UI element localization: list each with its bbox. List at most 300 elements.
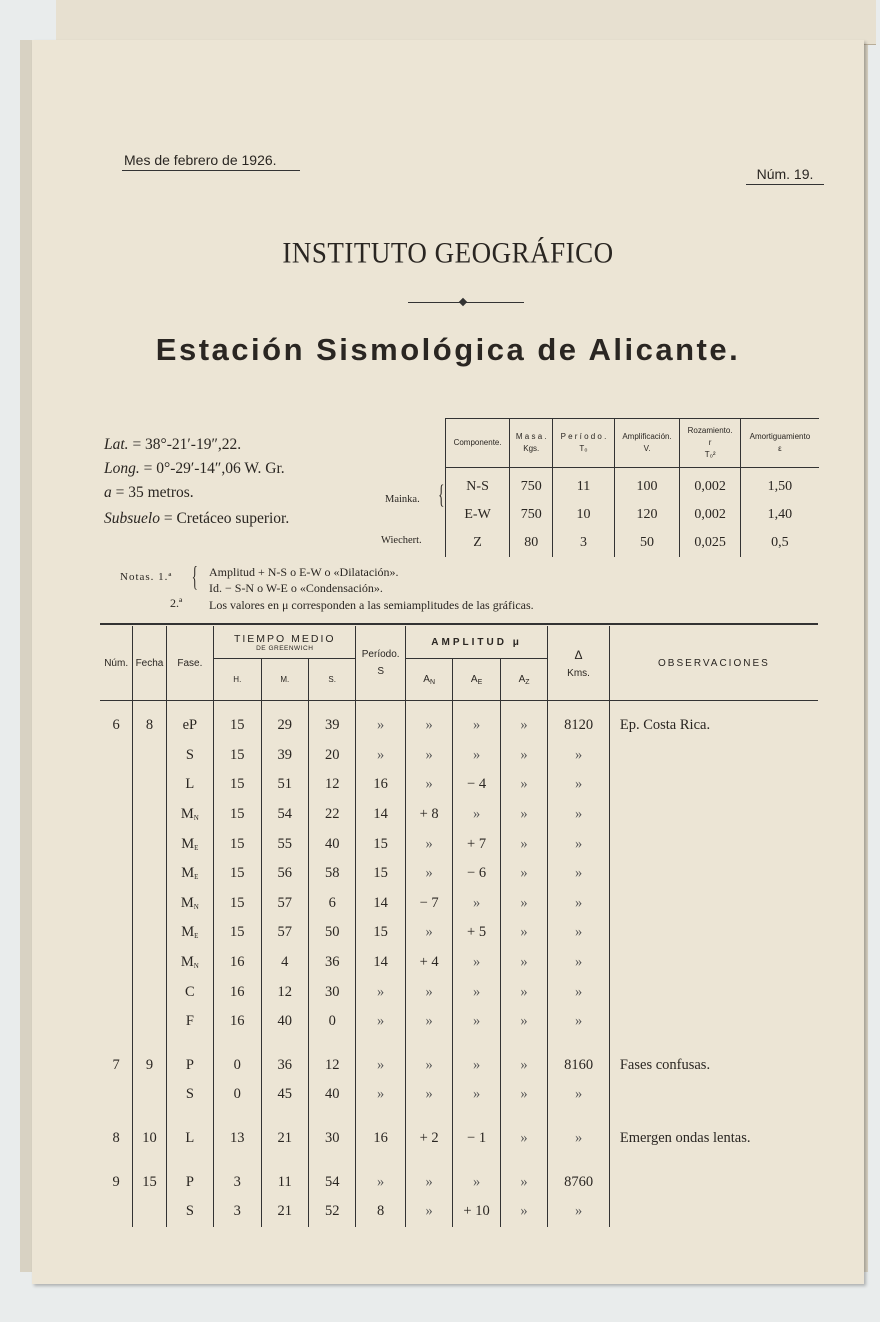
cell-h: 15 [214,918,261,948]
cell-s [308,1153,355,1167]
cell-az: » [500,977,547,1007]
cell-m [261,1110,308,1124]
cell-an: + 2 [405,1124,452,1154]
table-row [100,1080,818,1110]
cell-an: » [405,1080,452,1110]
cell-an: » [405,701,452,741]
cell-an: » [405,977,452,1007]
table-row [100,1007,818,1037]
table-row [100,800,818,830]
previous-page-edge [56,0,876,45]
cell-per: 14 [356,889,405,919]
cell-m: 57 [261,889,308,919]
cell-fecha: 8 [133,701,166,741]
cell-delta: » [548,889,610,919]
cell-an [405,1110,452,1124]
instrument-header-line: Amplificación. [622,432,672,441]
cell-an [405,1037,452,1051]
cell-num [100,1007,133,1037]
cell-ae: − 6 [453,859,500,889]
cell-obs [609,829,818,859]
col-ae: $A_E$ [453,659,500,701]
cell-obs [609,1110,818,1124]
cell-num [100,1153,133,1167]
cell-fecha [133,1080,166,1110]
cell-fecha [133,889,166,919]
cell-m: 39 [261,741,308,771]
cell-delta: » [548,859,610,889]
cell-m: 56 [261,859,308,889]
cell-delta [548,1110,610,1124]
table-gap-row [100,1110,818,1124]
cell-ae: + 7 [453,829,500,859]
cell-per: 16 [356,1124,405,1154]
mainka-brace: { [438,480,445,509]
notes-label: Notas. 1.ª [120,571,173,583]
cell-ae: + 10 [453,1197,500,1227]
instrument-cell: 1,50 [740,468,819,502]
cell-az: » [500,1080,547,1110]
cell-num [100,918,133,948]
fase-label: L [185,1130,195,1147]
cell-s [308,1037,355,1051]
fase-subscript: E [194,873,199,882]
cell-s: 36 [308,948,355,978]
cell-h: 3 [214,1197,261,1227]
table-row [100,948,818,978]
cell-an [405,1153,452,1167]
cell-per: » [356,741,405,771]
cell-delta: » [548,948,610,978]
cell-h: 15 [214,829,261,859]
cell-az: » [500,1007,547,1037]
instrument-cell: 120 [614,501,680,529]
cell-ae: » [453,1080,500,1110]
cell-fecha: 9 [133,1051,166,1081]
cell-az: » [500,741,547,771]
wiechert-label: Wiechert. [381,535,422,546]
cell-ae: » [453,889,500,919]
instrument-row [446,468,820,502]
cell-az: » [500,889,547,919]
cell-ae: − 1 [453,1124,500,1154]
cell-m: 12 [261,977,308,1007]
instrument-header-line: Componente. [453,438,502,447]
cell-h: 15 [214,889,261,919]
cell-az: » [500,701,547,741]
instrument-header-line: r [708,438,712,447]
cell-num: 8 [112,1130,120,1147]
cell-fase [166,1007,213,1037]
cell-az [500,1110,547,1124]
cell-az: » [500,1124,547,1154]
instrument-header-line: T₀² [704,450,716,459]
cell-num: 6 [112,717,120,734]
cell-m: 54 [261,800,308,830]
cell-fecha [133,1197,166,1227]
table-row [100,829,818,859]
cell-per: » [356,1051,405,1081]
cell-per: » [356,1007,405,1037]
cell-fase [166,1037,213,1051]
cell-num [100,1110,133,1124]
cell-m: 29 [261,701,308,741]
cell-num [100,829,133,859]
fase-label: S [185,1086,194,1103]
cell-s: 20 [308,741,355,771]
col-az: $A_Z$ [500,659,547,701]
cell-s: 22 [308,800,355,830]
cell-h: 13 [214,1124,261,1154]
instrument-header-5 [740,419,819,468]
cell-obs [609,1007,818,1037]
note-1-line-1: Amplitud + N-S o E-W o «Dilatación». [209,565,399,579]
cell-az: » [500,1051,547,1081]
subsoil: Subsuelo = Cretáceo superior. [104,510,290,527]
instrument-cell: N-S [446,468,510,502]
cell-ae: » [453,1007,500,1037]
instrument-cell: 100 [614,468,680,502]
cell-az: » [500,1167,547,1197]
cell-m: 45 [261,1080,308,1110]
cell-ae: − 4 [453,770,500,800]
cell-fase [166,1051,213,1081]
longitude: Long. = 0°-29′-14″,06 W. Gr. [104,460,285,477]
fase-subscript: E [194,843,199,852]
cell-m: 36 [261,1051,308,1081]
table-row [100,859,818,889]
cell-fecha [133,1007,166,1037]
cell-fase [166,977,213,1007]
cell-delta: » [548,1197,610,1227]
cell-s: 54 [308,1167,355,1197]
cell-an: » [405,829,452,859]
table-row [100,1051,818,1081]
instrument-header-4 [680,419,740,468]
cell-s: 40 [308,829,355,859]
cell-s: 58 [308,859,355,889]
month-header: Mes de febrero de 1926. [122,152,300,171]
institute-title: INSTITUTO GEOGRÁFICO [282,236,614,270]
cell-fecha [133,800,166,830]
col-periodo: Período. S [356,626,405,701]
fase-subscript: E [194,932,199,941]
cell-fase [166,800,213,830]
cell-ae: » [453,1051,500,1081]
table-row [100,918,818,948]
cell-fecha [133,829,166,859]
cell-per: 8 [356,1197,405,1227]
cell-h: 16 [214,948,261,978]
cell-fecha [133,859,166,889]
cell-fecha [133,948,166,978]
instrument-header-line: Amortiguamiento [749,432,811,441]
cell-ae: » [453,701,500,741]
cell-az: » [500,800,547,830]
cell-s: 12 [308,1051,355,1081]
instrument-cell: 3 [553,529,614,557]
instrument-cell: 80 [510,529,553,557]
cell-az [500,1037,547,1051]
cell-num: 7 [112,1056,120,1073]
fase-label: M [181,835,195,852]
col-observaciones: OBSERVACIONES [609,626,818,701]
cell-an: » [405,859,452,889]
cell-s: 12 [308,770,355,800]
cell-fase [166,1080,213,1110]
cell-delta: » [548,1080,610,1110]
cell-az: » [500,918,547,948]
table-row [100,977,818,1007]
cell-obs [609,977,818,1007]
cell-per: 14 [356,948,405,978]
cell-delta: » [548,977,610,1007]
cell-ae: » [453,800,500,830]
fase-label: C [185,983,195,1000]
cell-m: 55 [261,829,308,859]
col-amplitud: AMPLITUD μ [405,626,547,659]
cell-fase [166,948,213,978]
instrument-row [446,501,820,529]
cell-per: 15 [356,829,405,859]
instrument-cell: 50 [614,529,680,557]
col-seconds: S. [308,659,355,701]
cell-delta: 8120 [548,701,610,741]
instrument-cell: 750 [510,501,553,529]
instrument-header-0 [446,419,510,468]
cell-delta: 8160 [548,1051,610,1081]
cell-az: » [500,770,547,800]
fase-label: eP [182,717,198,734]
cell-h [214,1037,261,1051]
cell-s: 30 [308,977,355,1007]
cell-ae: » [453,1167,500,1197]
cell-obs [609,1153,818,1167]
cell-obs [609,741,818,771]
table-top-rule [100,623,818,625]
fase-label: M [181,865,195,882]
cell-az: » [500,1197,547,1227]
table-row [100,770,818,800]
cell-fecha [133,918,166,948]
cell-delta: » [548,770,610,800]
cell-delta [548,1037,610,1051]
instrument-cell: 750 [510,468,553,502]
table-gap-row [100,1153,818,1167]
cell-num [100,948,133,978]
cell-fase [166,1124,213,1154]
fase-label: S [185,1203,194,1220]
cell-an: » [405,741,452,771]
cell-az: » [500,948,547,978]
page-number: Núm. 19. [746,166,824,185]
instrument-header-line: M a s a . [515,432,547,441]
cell-obs [609,1080,818,1110]
cell-s: 6 [308,889,355,919]
col-fecha: Fecha [133,626,166,701]
instrument-cell: E-W [446,501,510,529]
instrument-header-line: Kgs. [523,444,540,453]
cell-delta: » [548,1124,610,1154]
cell-obs [609,1197,818,1227]
col-num: Núm. [100,626,133,701]
instrument-header-2 [553,419,614,468]
cell-m: 51 [261,770,308,800]
cell-num [100,800,133,830]
instrument-row [446,529,820,557]
cell-delta: » [548,741,610,771]
cell-fase [166,770,213,800]
fase-label: P [185,1056,194,1073]
cell-s: 39 [308,701,355,741]
cell-s: 0 [308,1007,355,1037]
cell-fecha [133,1153,166,1167]
cell-an: » [405,1167,452,1197]
cell-m: 21 [261,1124,308,1154]
fase-subscript: N [193,902,199,911]
instrument-cell: 11 [553,468,614,502]
cell-delta: » [548,800,610,830]
fase-label: M [181,924,195,941]
cell-obs: Fases confusas. [609,1051,818,1081]
cell-delta: » [548,829,610,859]
cell-obs [609,800,818,830]
cell-delta: » [548,1007,610,1037]
col-delta: Δ Kms. [548,626,610,701]
cell-an: » [405,770,452,800]
instrument-cell: 0,025 [680,529,740,557]
col-hours: H. [214,659,261,701]
cell-az [500,1153,547,1167]
note-2-text: Los valores en μ corresponden a las semiamplitudes de las gráficas. [209,598,534,612]
table-row [100,1167,818,1197]
cell-fecha [133,770,166,800]
cell-s: 50 [308,918,355,948]
cell-h: 15 [214,770,261,800]
cell-fecha: 10 [133,1124,166,1154]
cell-per [356,1037,405,1051]
instrument-cell: Z [446,529,510,557]
fase-subscript: N [193,814,199,823]
cell-obs [609,948,818,978]
cell-an: + 8 [405,800,452,830]
cell-h: 15 [214,800,261,830]
latitude: Lat. = 38°-21′-19″,22. [104,436,242,453]
cell-per: » [356,701,405,741]
cell-delta [548,1153,610,1167]
col-fase: Fase. [166,626,213,701]
table-gap-row [100,1037,818,1051]
cell-m: 57 [261,918,308,948]
cell-h: 3 [214,1167,261,1197]
cell-fase [166,859,213,889]
instrument-cell: 0,5 [740,529,819,557]
cell-num [100,859,133,889]
cell-per [356,1110,405,1124]
cell-per: » [356,1080,405,1110]
instrument-cell: 0,002 [680,501,740,529]
table-row [100,701,818,741]
cell-s [308,1110,355,1124]
table-row [100,1197,818,1227]
cell-num [100,1080,133,1110]
cell-fase [166,1110,213,1124]
cell-fecha [133,1037,166,1051]
cell-ae [453,1037,500,1051]
cell-ae [453,1153,500,1167]
cell-delta: 8760 [548,1167,610,1197]
cell-h: 16 [214,1007,261,1037]
cell-obs [609,918,818,948]
cell-fase [166,1167,213,1197]
cell-fecha [133,977,166,1007]
cell-an: » [405,1197,452,1227]
col-minutes: M. [261,659,308,701]
cell-h: 15 [214,701,261,741]
col-tiempo: TIEMPO MEDIO DE GREENWICH [214,626,356,659]
cell-num [100,741,133,771]
cell-num [100,1037,133,1051]
cell-per: » [356,1167,405,1197]
table-row [100,889,818,919]
instrument-header-line: T₀ [579,444,588,453]
cell-per [356,1153,405,1167]
notes-brace: { [191,562,198,593]
cell-h [214,1110,261,1124]
cell-num: 9 [112,1173,120,1190]
cell-fase [166,701,213,741]
table-row [100,1124,818,1154]
cell-per: 16 [356,770,405,800]
cell-fecha: 15 [133,1167,166,1197]
seismic-records-table [100,626,818,1227]
instrument-header-line: Rozamiento. [687,426,733,435]
cell-fase [166,1153,213,1167]
cell-per: 15 [356,918,405,948]
fase-subscript: N [193,962,199,971]
cell-per: » [356,977,405,1007]
cell-an: + 4 [405,948,452,978]
cell-h: 15 [214,859,261,889]
note-1-line-2: Id. − S-N o W-E o «Condensación». [209,581,383,595]
cell-num [100,770,133,800]
cell-az: » [500,859,547,889]
instrument-header-line: V. [643,444,651,453]
instrument-header-line: ε [778,444,782,453]
fase-label: M [180,894,194,911]
cell-num [100,889,133,919]
cell-m: 11 [261,1167,308,1197]
instrument-header-1 [510,419,553,468]
cell-ae: + 5 [453,918,500,948]
cell-m [261,1153,308,1167]
fase-label: F [185,1013,194,1030]
cell-s: 40 [308,1080,355,1110]
station-title: Estación Sismológica de Alicante. [155,332,741,367]
cell-ae: » [453,948,500,978]
cell-h: 0 [214,1080,261,1110]
cell-h: 16 [214,977,261,1007]
cell-an: » [405,1007,452,1037]
table-row [100,741,818,771]
cell-ae [453,1110,500,1124]
cell-obs [609,1167,818,1197]
cell-fecha [133,741,166,771]
fase-label: S [185,746,194,763]
cell-obs: Emergen ondas lentas. [609,1124,818,1154]
mainka-label: Mainka. [385,494,420,505]
cell-obs [609,859,818,889]
